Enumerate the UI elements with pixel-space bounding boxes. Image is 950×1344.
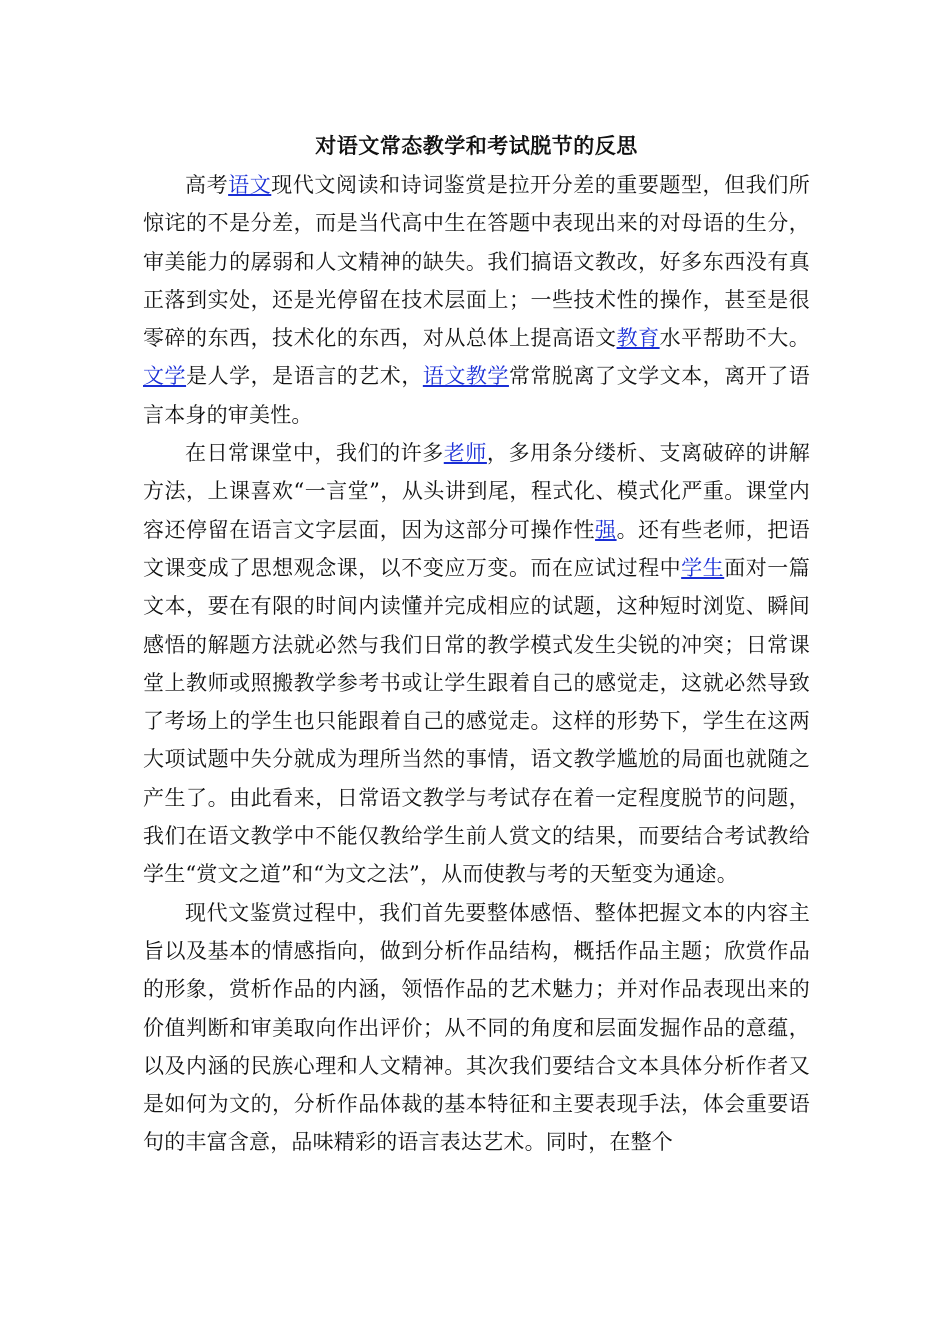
paragraph-1 bbox=[143, 166, 810, 434]
paragraph-text: 是人学，是语言的艺术， bbox=[186, 364, 423, 389]
paragraph-text: 常常脱离了文学文本，离开了语言本身的审美性。 bbox=[143, 364, 810, 427]
paragraph-text: 现代文鉴赏过程中，我们首先要整体感悟、整体把握文本的内容主旨以及基本的情感指向，做到分析作品结构，概括作品主题；欣赏作品的形象，赏析作品的内涵，领悟作品的艺术魅力；并对作品表现出来的价值判断和审美取向作出评价；从不同的角度和层面发掘作品的意蕴，以及内涵的民族心理和人文精神。其次我们要结合文本具体分析作者又是如何为文的，分析作品体裁的基本特征和主要表现手法，体会重要语句的丰富含意，品味精彩的语言表达艺术。同时，在整个 bbox=[143, 900, 810, 1155]
paragraph-text: 现代文阅读和诗词鉴赏是拉开分差的重要题型，但我们所惊诧的不是分差，而是当代高中生在答题中表现出来的对母语的生分，审美能力的孱弱和人文精神的缺失。我们搞语文教改，好多东西没有真正落到实处，还是光停留在技术层面上；一些技术性的操作，甚至是很零碎的东西，技术化的东西，对从总体上提高语文 bbox=[143, 173, 811, 351]
document-page bbox=[143, 126, 810, 1162]
inline-link[interactable]: 老师 bbox=[443, 441, 487, 466]
inline-link[interactable]: 学生 bbox=[681, 555, 725, 580]
inline-link[interactable]: 语文 bbox=[228, 173, 272, 197]
document-body bbox=[143, 166, 810, 1162]
inline-link[interactable]: 强 bbox=[595, 517, 617, 542]
inline-link[interactable]: 教育 bbox=[616, 326, 660, 351]
paragraph-text: 在日常课堂中，我们的许多 bbox=[185, 441, 444, 466]
paragraph-2 bbox=[143, 434, 810, 894]
paragraph-text: ，多用条分缕析、支离破碎的讲解方法，上课喜欢“一言堂”，从头讲到尾，程式化、模式化严重。课堂内容还停留在语言文字层面，因为这部分可操作性 bbox=[143, 441, 810, 542]
inline-link[interactable]: 语文教学 bbox=[422, 364, 509, 389]
paragraph-text: 。还有些老师，把语文课变成了思想观念课，以不变应万变。而在应试过程中 bbox=[143, 517, 810, 580]
paragraph-text: 水平帮助不大。 bbox=[659, 326, 810, 351]
paragraph-3 bbox=[143, 894, 810, 1162]
inline-link[interactable]: 文学 bbox=[143, 364, 187, 389]
document-title: 对语文常态教学和考试脱节的反思 bbox=[315, 133, 638, 158]
paragraph-text: 面对一篇文本，要在有限的时间内读懂并完成相应的试题，这种短时浏览、瞬间感悟的解题方法就必然与我们日常的教学模式发生尖锐的冲突；日常课堂上教师或照搬教学参考书或让学生跟着自己的感觉走，这就必然导致了考场上的学生也只能跟着自己的感觉走。这样的形势下，学生在这两大项试题中失分就成为理所当然的事情，语文教学尴尬的局面也就随之产生了。由此看来，日常语文教学与考试存在着一定程度脱节的问题，我们在语文教学中不能仅教给学生前人赏文的结果，而要结合考试教给学生“赏文之道”和“为文之法”，从而使教与考的天堑变为通途。 bbox=[143, 555, 810, 887]
paragraph-text: 高考 bbox=[185, 173, 229, 197]
